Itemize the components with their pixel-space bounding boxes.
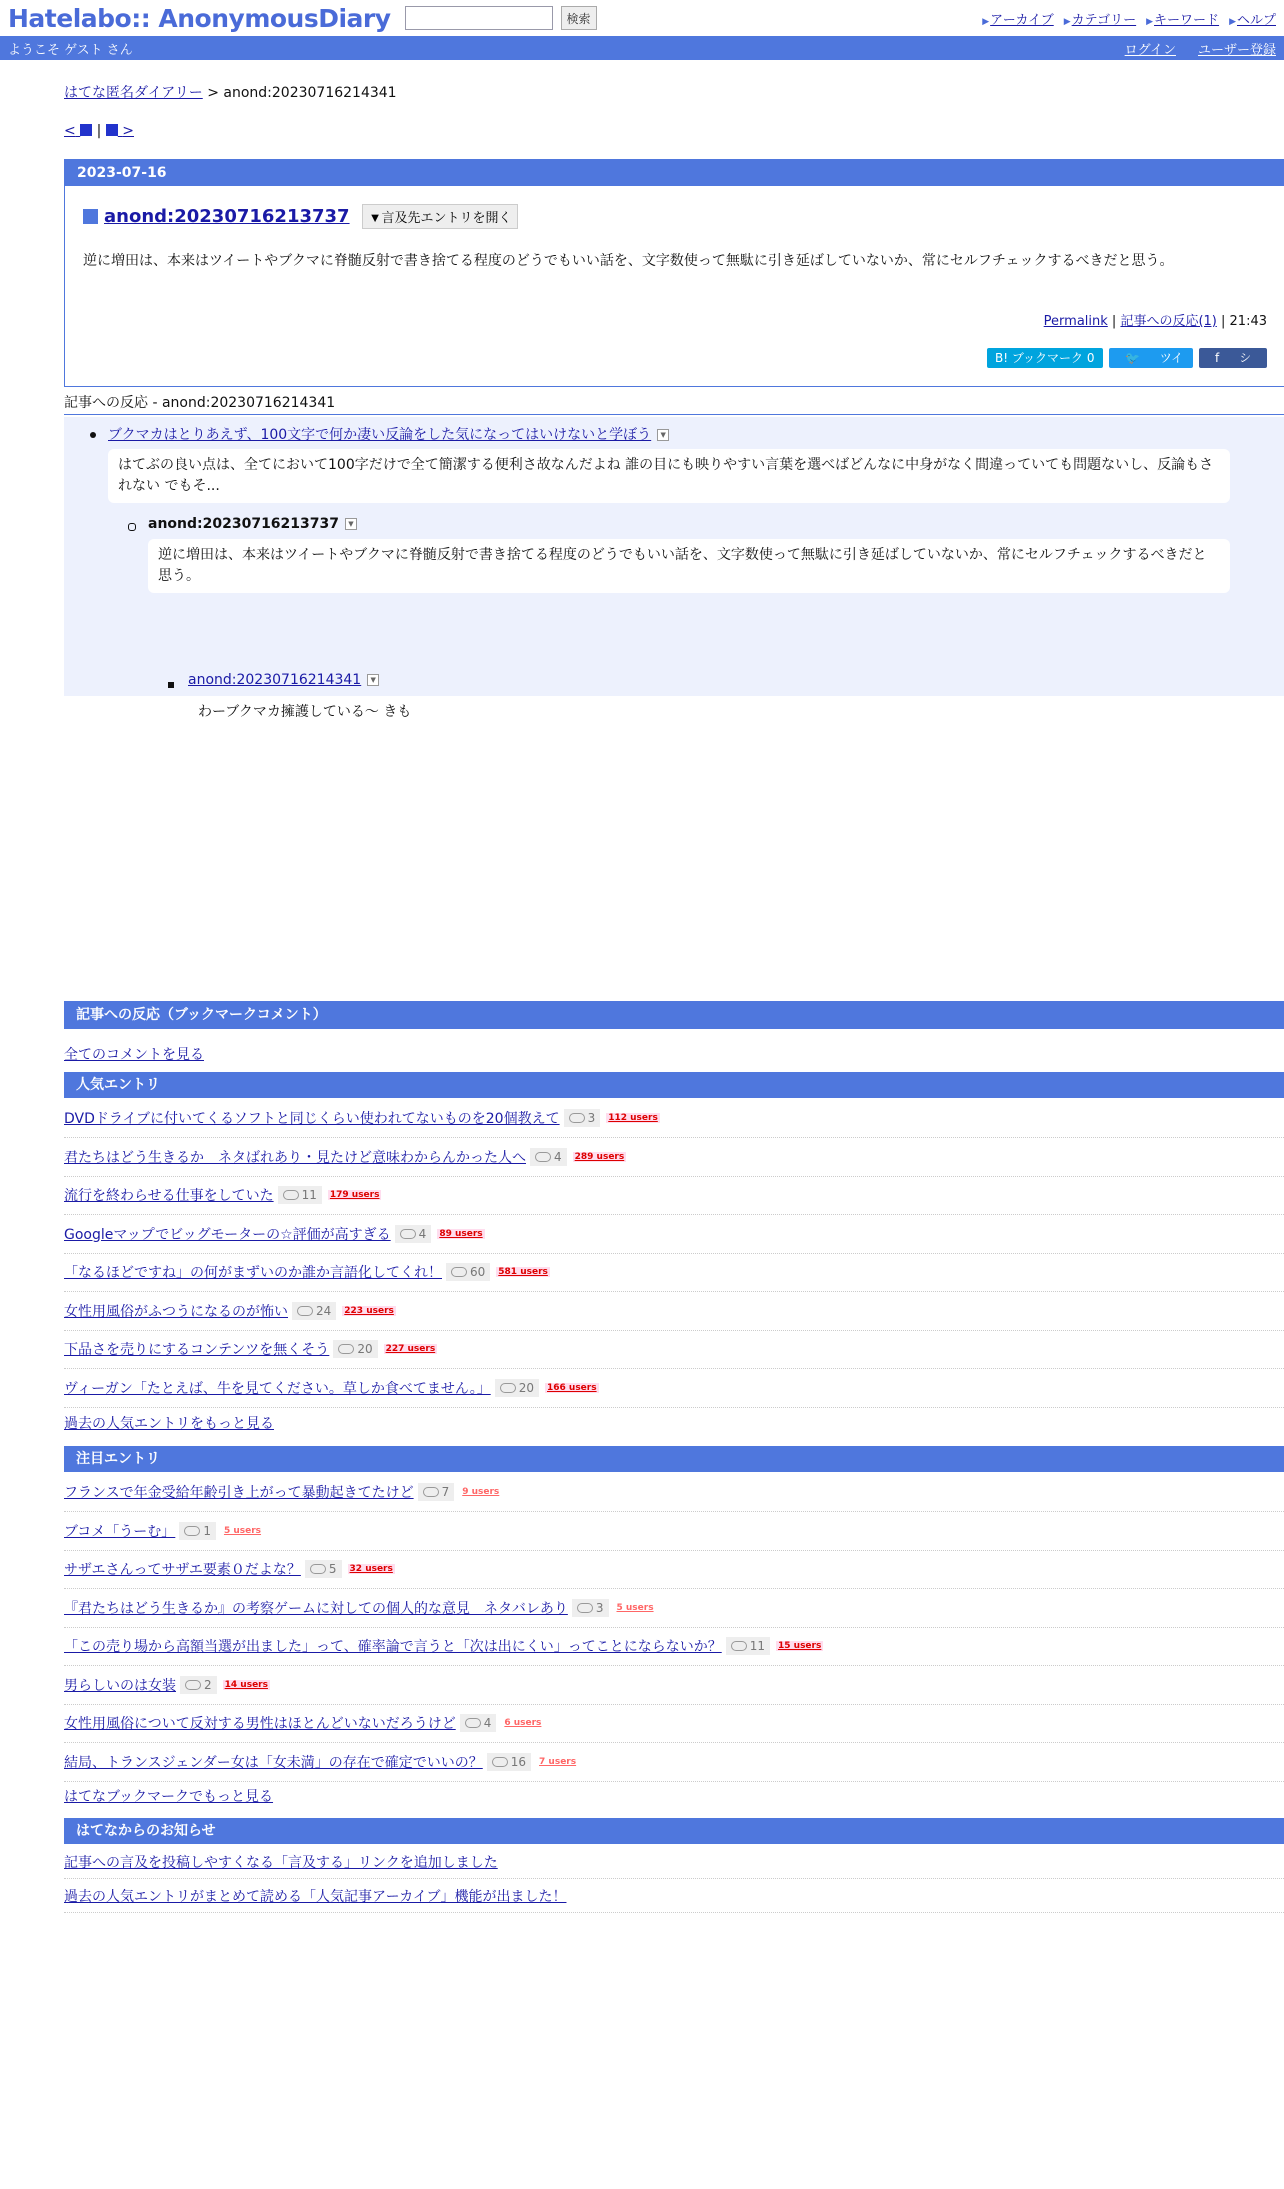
bookmark-users[interactable]: 9 users bbox=[462, 1487, 500, 1497]
prev-link[interactable] bbox=[64, 123, 92, 139]
facebook-icon: f bbox=[1215, 351, 1220, 365]
comment-count-value: 20 bbox=[357, 1342, 373, 1356]
login-link[interactable]: ログイン bbox=[1124, 42, 1176, 58]
help-link[interactable]: ヘルプ bbox=[1236, 12, 1276, 28]
entry-link[interactable]: 「この売り場から高額当選が出ました」って、確率論で言うと「次は出にくい」ってことにならないか？ bbox=[64, 1639, 722, 1655]
bookmark-users[interactable]: 289 users bbox=[574, 1151, 625, 1162]
comment-count[interactable] bbox=[278, 1186, 322, 1204]
bookmark-button[interactable]: B! ブックマーク 0 bbox=[987, 348, 1103, 368]
entry-link[interactable]: DVDドライブに付いてくるソフトと同じくらい使われてないものを20個教えて bbox=[64, 1111, 560, 1127]
news-link[interactable]: 過去の人気エントリがまとめて読める「人気記事アーカイブ」機能が出ました！ bbox=[64, 1889, 567, 1905]
entry-row bbox=[64, 1627, 1284, 1666]
comment-icon bbox=[283, 1190, 299, 1200]
bookmark-comments-heading: 記事への反応（ブックマークコメント） bbox=[64, 1001, 1284, 1029]
reactions-tree bbox=[64, 417, 1284, 720]
bookmark-users[interactable]: 227 users bbox=[385, 1344, 436, 1354]
comment-count-value: 20 bbox=[518, 1380, 534, 1395]
reaction-item bbox=[188, 672, 379, 688]
comment-count[interactable] bbox=[180, 1676, 217, 1694]
bookmark-users[interactable]: 5 users bbox=[616, 1602, 654, 1613]
entry-link[interactable]: 下品さを売りにするコンテンツを無くそう bbox=[64, 1342, 330, 1358]
next-link[interactable] bbox=[106, 123, 134, 139]
pager bbox=[64, 123, 134, 139]
tweet-label: ツイート bbox=[1117, 351, 1184, 385]
breadcrumb-home[interactable]: はてな匿名ダイアリー bbox=[64, 85, 203, 101]
reactions-title: 記事への反応 - anond:20230716214341 bbox=[64, 392, 1284, 415]
entry-row bbox=[64, 1138, 1284, 1177]
reaction-title-link[interactable]: anond:20230716214341 bbox=[188, 672, 362, 688]
reaction-title-link[interactable]: ブクマカはとりあえず、100文字で何か凄い反論をした気になってはいけないと学ぼう bbox=[108, 427, 652, 443]
next-label: > bbox=[122, 123, 134, 139]
entry-link[interactable]: Googleマップでビッグモーターの☆評価が高すぎる bbox=[64, 1226, 391, 1243]
comment-icon bbox=[400, 1229, 416, 1239]
comment-count[interactable] bbox=[495, 1379, 539, 1397]
entry-link[interactable]: 流行を終わらせる仕事をしていた bbox=[64, 1188, 274, 1204]
entry-row bbox=[64, 1589, 1284, 1628]
comment-icon bbox=[338, 1344, 354, 1354]
entry-link[interactable]: フランスで年金受給年齢引き上がって暴動起きてたけど bbox=[64, 1485, 414, 1501]
bookmark-users[interactable]: 32 users bbox=[349, 1564, 393, 1574]
comment-icon bbox=[310, 1564, 326, 1574]
reaction-item bbox=[108, 424, 669, 444]
comment-count-value: 2 bbox=[204, 1677, 212, 1692]
comment-count-value: 16 bbox=[510, 1754, 527, 1769]
prev-label: < bbox=[64, 123, 76, 139]
comment-icon bbox=[500, 1383, 516, 1393]
comment-icon bbox=[451, 1267, 467, 1277]
entry-title bbox=[83, 204, 518, 229]
comment-count-value: 3 bbox=[587, 1111, 596, 1125]
entry-link[interactable]: 男らしいのは女装 bbox=[64, 1677, 176, 1694]
category-link[interactable]: カテゴリー bbox=[1071, 12, 1137, 28]
keyword-link[interactable]: キーワード bbox=[1154, 12, 1220, 28]
dropdown-icon[interactable]: ▼ bbox=[657, 429, 669, 441]
signup-link[interactable]: ユーザー登録 bbox=[1197, 42, 1276, 58]
entry-row bbox=[64, 1550, 1284, 1589]
entry-time: 21:43 bbox=[1229, 314, 1267, 329]
pager-sep: | bbox=[96, 123, 102, 139]
permalink[interactable]: Permalink bbox=[1043, 314, 1108, 329]
square-icon bbox=[106, 124, 118, 136]
comment-count-value: 3 bbox=[595, 1600, 604, 1615]
news-heading: はてなからのお知らせ bbox=[64, 1818, 1284, 1844]
comment-count[interactable] bbox=[564, 1109, 601, 1127]
comment-count-value: 4 bbox=[554, 1149, 562, 1164]
comment-count-value: 4 bbox=[418, 1226, 427, 1241]
reaction-body: はてぶの良い点は、全てにおいて100字だけで全て簡潔する便利さ故なんだよね 誰の目にも映りやすい言葉を選べばどんなに中身がなく間違っていても問題ないし、反論もされない でもそ... bbox=[108, 449, 1230, 503]
reaction-body: 逆に増田は、本来はツイートやブクマに脊髄反射で書き捨てる程度のどうでもいい話を、文字数使って無駄に引き延ばしていないか、常にセルフチェックするべきだと思う。 bbox=[148, 539, 1230, 593]
comment-count[interactable] bbox=[726, 1637, 770, 1655]
entry-link[interactable]: 君たちはどう生きるか ネタばれあり・見たけど意味わからんかった人へ bbox=[64, 1149, 526, 1166]
reaction-item bbox=[148, 516, 357, 532]
reaction-body: わーブクマカ擁護している〜 きも bbox=[188, 696, 421, 729]
site-logo[interactable]: Hatelabo:: AnonymousDiary bbox=[8, 3, 391, 33]
news-link[interactable]: 記事への言及を投稿しやすくなる「言及する」リンクを追加しました bbox=[64, 1855, 498, 1871]
entry-link[interactable]: サザエさんってサザエ要素０だよな？ bbox=[64, 1562, 301, 1578]
entry-row bbox=[64, 1176, 1284, 1215]
comment-count-value: 24 bbox=[316, 1303, 332, 1318]
comment-count-value: 7 bbox=[441, 1485, 450, 1499]
bookmark-users[interactable]: 6 users bbox=[504, 1718, 542, 1728]
popular-heading: 人気エントリ bbox=[64, 1072, 1284, 1098]
share-label: シェア bbox=[1207, 351, 1252, 385]
comment-count[interactable] bbox=[292, 1302, 336, 1320]
tweet-button[interactable] bbox=[1109, 348, 1193, 385]
search-input[interactable] bbox=[405, 6, 553, 30]
arrow-icon: ▶ bbox=[982, 16, 990, 27]
comment-count[interactable] bbox=[179, 1522, 216, 1540]
bookmark-users[interactable]: 7 users bbox=[539, 1756, 577, 1767]
comment-count[interactable] bbox=[460, 1714, 497, 1732]
comment-count[interactable] bbox=[530, 1148, 567, 1166]
arrow-icon: ▶ bbox=[1146, 16, 1154, 27]
comment-count[interactable] bbox=[572, 1599, 609, 1617]
comment-count-value: 11 bbox=[301, 1188, 317, 1202]
entry-row bbox=[64, 1369, 1284, 1408]
open-reference-button[interactable]: ▼言及先エントリを開く bbox=[362, 204, 519, 229]
bookmark-users[interactable]: 581 users bbox=[498, 1267, 548, 1277]
entry-link[interactable]: 結局、トランスジェンダー女は「女未満」の存在で確定でいいの？ bbox=[64, 1754, 483, 1771]
comment-icon bbox=[577, 1603, 593, 1613]
bookmark-users[interactable]: 89 users bbox=[439, 1228, 483, 1239]
comment-icon bbox=[535, 1152, 551, 1162]
entry-square-icon bbox=[83, 209, 98, 224]
entry-link[interactable]: 「なるほどですね」の何がまずいのか誰か言語化してくれ！ bbox=[64, 1265, 442, 1281]
arrow-icon: ▶ bbox=[1063, 16, 1071, 27]
dropdown-icon[interactable]: ▼ bbox=[367, 674, 379, 686]
hot-heading: 注目エントリ bbox=[64, 1446, 1284, 1472]
entry-body: 逆に増田は、本来はツイートやブクマに脊髄反射で書き捨てる程度のどうでもいい話を、文字数使って無駄に引き延ばしていないか、常にセルフチェックするべきだと思う。 bbox=[83, 253, 1174, 269]
comment-count-value: 4 bbox=[483, 1716, 492, 1730]
comment-count-value: 60 bbox=[470, 1265, 486, 1279]
comment-count-value: 1 bbox=[203, 1523, 211, 1538]
twitter-icon: 🐦 bbox=[1125, 351, 1140, 365]
facebook-share-button[interactable] bbox=[1199, 348, 1267, 385]
top-links bbox=[982, 9, 1276, 28]
hot-more-link[interactable]: はてなブックマークでもっと見る bbox=[64, 1789, 274, 1805]
comment-icon bbox=[492, 1757, 508, 1767]
entry-footer: Permalink | 記事への反応(1) | 21:43 bbox=[1043, 314, 1267, 329]
bookmark-users[interactable]: 223 users bbox=[344, 1305, 394, 1316]
site-header bbox=[0, 0, 1284, 36]
entry-link[interactable]: 女性用風俗について反対する男性はほとんどいないだろうけど bbox=[64, 1716, 456, 1732]
bookmark-users[interactable]: 179 users bbox=[329, 1190, 380, 1200]
entry-row bbox=[64, 1292, 1284, 1331]
entry-row bbox=[64, 1743, 1284, 1782]
news-item bbox=[64, 1880, 1284, 1913]
comment-count[interactable] bbox=[487, 1753, 531, 1771]
comment-icon bbox=[423, 1487, 439, 1497]
square-icon bbox=[80, 124, 92, 136]
entry-row bbox=[64, 1704, 1284, 1743]
entry-title-link[interactable]: anond:20230716213737 bbox=[104, 206, 350, 227]
reaction-title: anond:20230716213737 bbox=[148, 516, 339, 532]
entry-row bbox=[64, 1099, 1284, 1138]
day-date: 2023-07-16 bbox=[65, 160, 1284, 186]
breadcrumb-current: anond:20230716214341 bbox=[223, 85, 397, 101]
entry-row bbox=[64, 1473, 1284, 1512]
comment-icon bbox=[297, 1306, 313, 1316]
day-entry bbox=[64, 159, 1284, 387]
comment-count-value: 5 bbox=[328, 1562, 337, 1576]
bookmark-users[interactable]: 166 users bbox=[547, 1382, 597, 1393]
comment-icon bbox=[185, 1680, 201, 1690]
comment-count[interactable] bbox=[418, 1483, 455, 1501]
bullet-icon bbox=[128, 523, 136, 531]
search-button[interactable]: 検索 bbox=[561, 6, 597, 30]
breadcrumb-sep: > bbox=[202, 85, 224, 101]
entry-link[interactable]: 『君たちはどう生きるか』の考察ゲームに対しての個人的な意見 ネタバレあり bbox=[64, 1600, 568, 1617]
breadcrumb bbox=[64, 82, 397, 102]
entry-link[interactable]: ブコメ「うーむ」 bbox=[64, 1523, 176, 1540]
arrow-icon: ▶ bbox=[1229, 16, 1236, 27]
comment-count-value: 11 bbox=[749, 1639, 765, 1653]
welcome-text: ようこそ ゲスト さん bbox=[8, 42, 133, 58]
user-navbar bbox=[0, 36, 1284, 60]
entry-row bbox=[64, 1512, 1284, 1551]
entry-row bbox=[64, 1666, 1284, 1705]
comment-icon bbox=[731, 1641, 747, 1651]
comment-icon bbox=[569, 1113, 585, 1123]
archive-link[interactable]: アーカイブ bbox=[990, 12, 1054, 28]
comment-count[interactable] bbox=[446, 1263, 490, 1281]
bookmark-users[interactable]: 14 users bbox=[224, 1679, 268, 1690]
bullet-icon bbox=[90, 432, 96, 438]
share-buttons bbox=[987, 348, 1267, 385]
comment-count[interactable] bbox=[305, 1560, 342, 1578]
bookmark-users[interactable]: 5 users bbox=[223, 1525, 262, 1536]
comment-icon bbox=[465, 1718, 481, 1728]
entry-row bbox=[64, 1215, 1284, 1254]
news-item bbox=[64, 1846, 1284, 1879]
reactions-link[interactable]: 記事への反応(1) bbox=[1120, 314, 1217, 329]
bookmark-users[interactable]: 15 users bbox=[778, 1641, 822, 1651]
popular-more-link[interactable]: 過去の人気エントリをもっと見る bbox=[64, 1416, 274, 1432]
bullet-icon bbox=[168, 682, 174, 688]
dropdown-icon[interactable]: ▼ bbox=[345, 518, 357, 530]
comment-count[interactable] bbox=[395, 1225, 432, 1243]
entry-row bbox=[64, 1330, 1284, 1369]
entry-link[interactable]: 女性用風俗がふつうになるのが怖い bbox=[64, 1303, 288, 1320]
comment-count[interactable] bbox=[333, 1340, 377, 1358]
entry-row bbox=[64, 1253, 1284, 1292]
entry-link[interactable]: ヴィーガン「たとえば、牛を見てください。草しか食べてません。」 bbox=[64, 1380, 491, 1397]
all-comments-link[interactable]: 全てのコメントを見る bbox=[64, 1047, 204, 1063]
comment-icon bbox=[184, 1526, 200, 1536]
bookmark-users[interactable]: 112 users bbox=[608, 1113, 658, 1123]
